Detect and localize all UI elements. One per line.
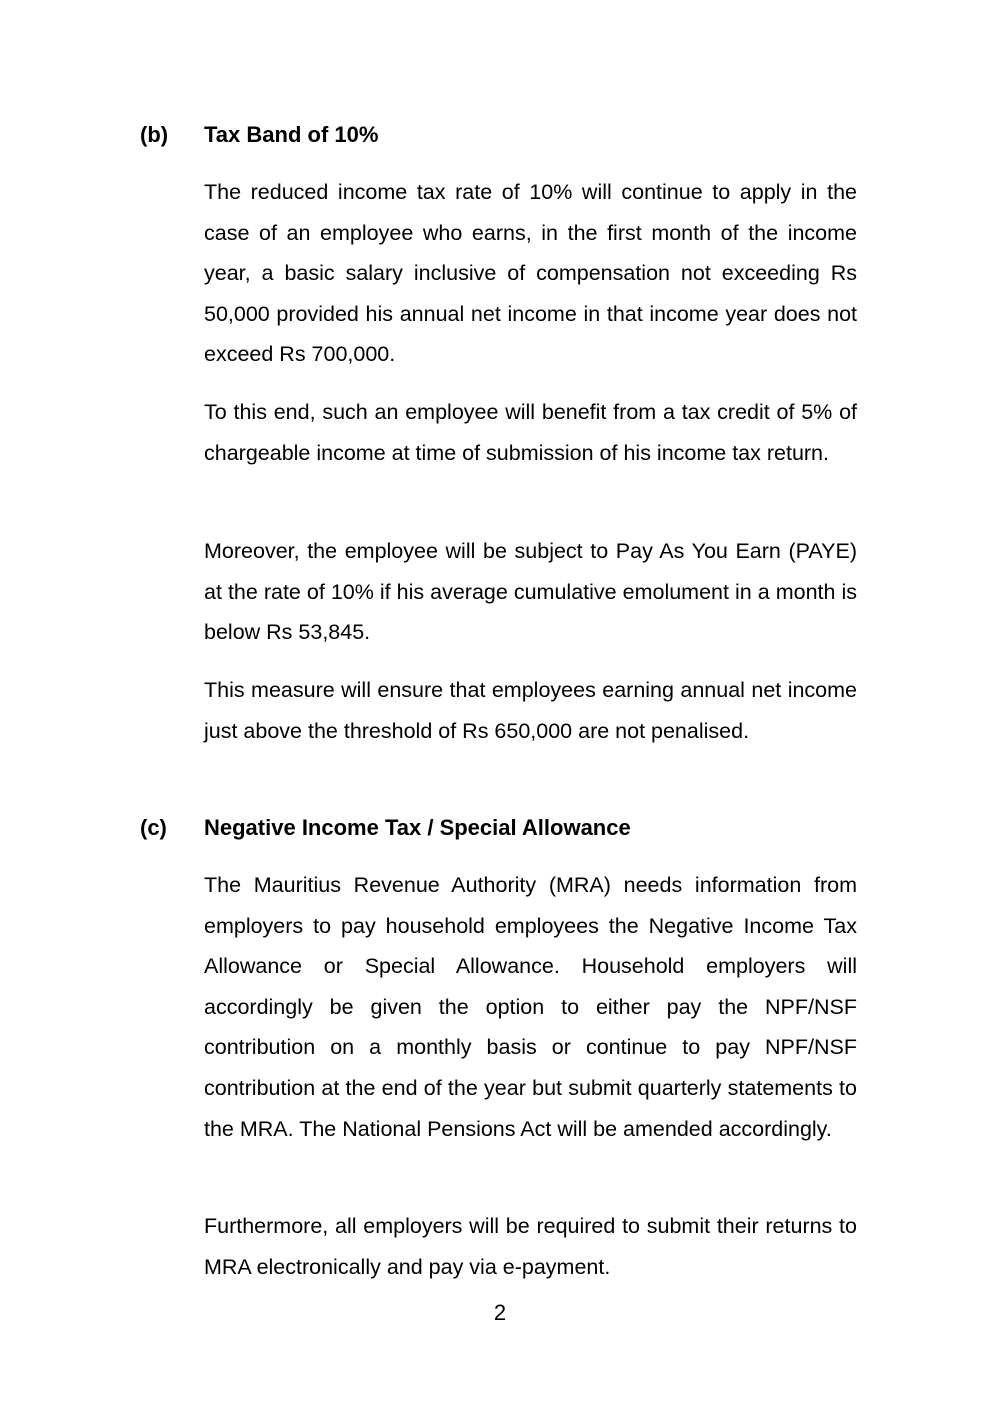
- paragraph: Furthermore, all employers will be required to submit their returns to MRA electronically and pay via e-payment.: [204, 1214, 857, 1279]
- section-marker: (c): [140, 815, 167, 840]
- paragraph: The Mauritius Revenue Authority (MRA) needs information from employers to pay household employees the Negative Income Tax Allowance or Special Allowance. Household employers will accordingly be given the option to either pay the NPF/NSF contribution on a monthly basis or continue to pay NPF/NSF contribution at the end of the year but submit quarterly statements to the MRA. The National Pensions Act will be amended accordingly.: [204, 873, 857, 1141]
- paragraph: Moreover, the employee will be subject to Pay As You Earn (PAYE) at the rate of 10% if his average cumulative emolument in a month is below Rs 53,845.: [204, 539, 857, 645]
- paragraph: To this end, such an employee will benefit from a tax credit of 5% of chargeable income at time of submission of his income tax return.: [204, 400, 857, 465]
- section-title: Tax Band of 10%: [204, 122, 379, 147]
- page-number: 2: [493, 1300, 507, 1325]
- paragraph: This measure will ensure that employees earning annual net income just above the threshold of Rs 650,000 are not penalised.: [204, 678, 857, 743]
- paragraph: The reduced income tax rate of 10% will continue to apply in the case of an employee who earns, in the first month of the income year, a basic salary inclusive of compensation not exceeding Rs 50,000 provided his annual net income in that income year does not exceed Rs 700,000.: [204, 180, 857, 367]
- section-marker: (b): [140, 122, 169, 147]
- section-title: Negative Income Tax / Special Allowance: [204, 815, 631, 840]
